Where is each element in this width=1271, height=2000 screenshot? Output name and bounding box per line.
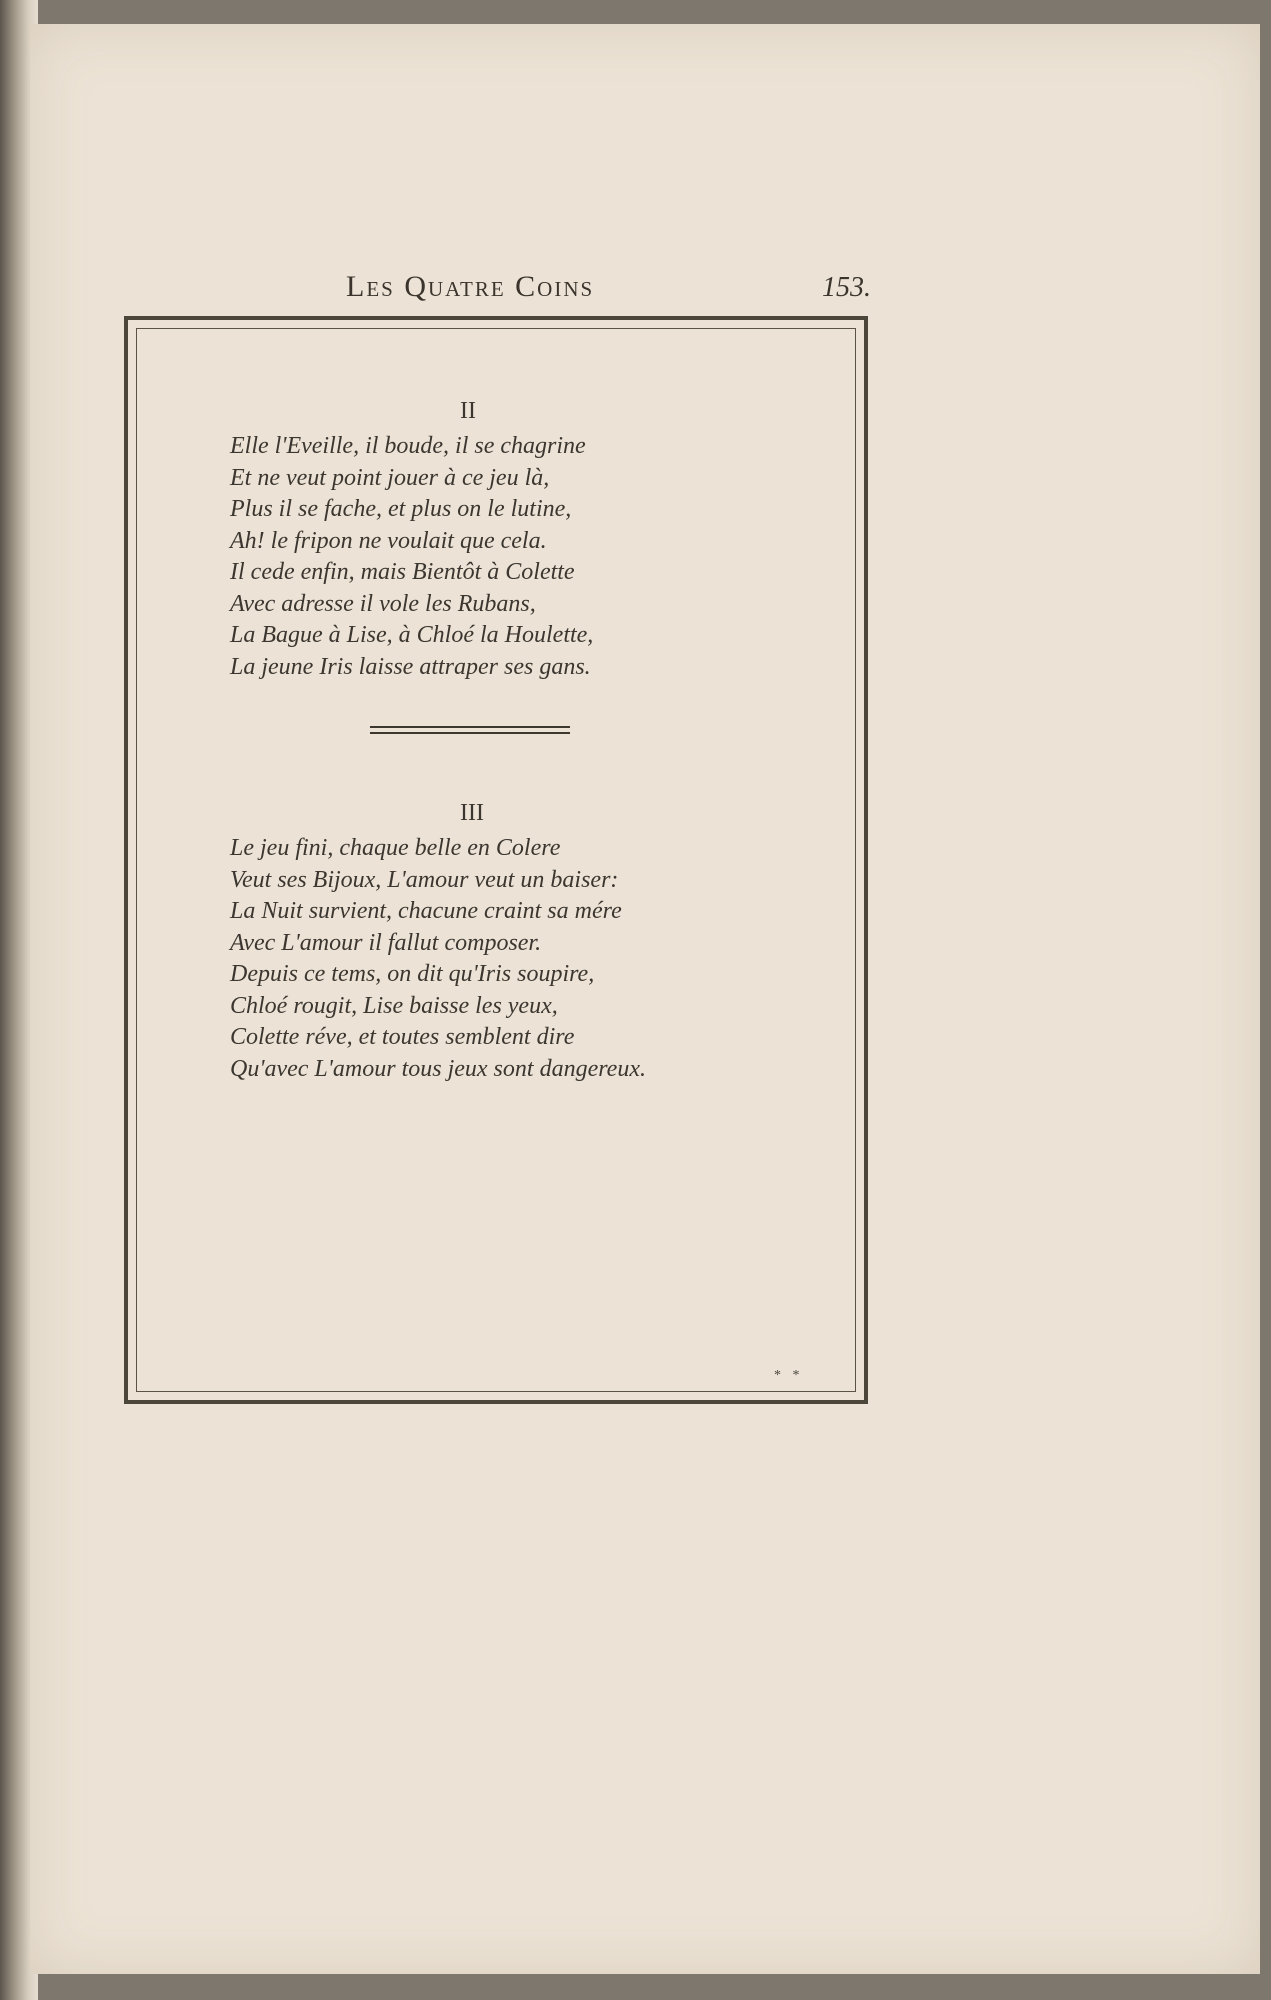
verse-line: Plus il se fache, et plus on le lutine, <box>230 496 572 522</box>
verse-line: Ah! le fripon ne voulait que cela. <box>230 527 547 554</box>
verse-line: Chloé rougit, Lise baisse les yeux, <box>230 992 558 1019</box>
stanza-2 <box>230 398 593 683</box>
verse-line: Avec adresse il vole les Rubans, <box>230 590 536 617</box>
verse-line: Veut ses Bijoux, L'amour veut un baiser: <box>230 866 619 893</box>
verse-line: Qu'avec L'amour tous jeux sont dangereux. <box>230 1055 646 1082</box>
signature-mark: * * <box>774 1368 804 1383</box>
double-rule-top <box>370 726 570 728</box>
verse-line: La Nuit survient, chacune craint sa mére <box>230 898 622 924</box>
verse-line: Colette réve, et toutes semblent dire <box>230 1024 575 1050</box>
verse-line: Il cede enfin, mais Bientôt à Colette <box>230 559 575 585</box>
verse-line: Avec L'amour il fallut composer. <box>230 929 542 956</box>
stanza-numeral: III <box>460 800 484 826</box>
stanza-3 <box>230 800 646 1085</box>
page-number: 153. <box>822 272 871 303</box>
running-head-title: Les Quatre Coins <box>346 270 595 303</box>
double-rule-bottom <box>370 732 570 734</box>
verse-line: Elle l'Eveille, il boude, il se chagrine <box>230 433 586 459</box>
verse-line: Depuis ce tems, on dit qu'Iris soupire, <box>230 961 595 987</box>
verse-line: La jeune Iris laisse attraper ses gans. <box>230 653 591 680</box>
verse-line: Et ne veut point jouer à ce jeu là, <box>230 464 550 491</box>
verse-line: La Bague à Lise, à Chloé la Houlette, <box>230 622 594 648</box>
stanza-numeral: II <box>460 398 476 424</box>
verse-line: Le jeu fini, chaque belle en Colere <box>230 835 561 861</box>
